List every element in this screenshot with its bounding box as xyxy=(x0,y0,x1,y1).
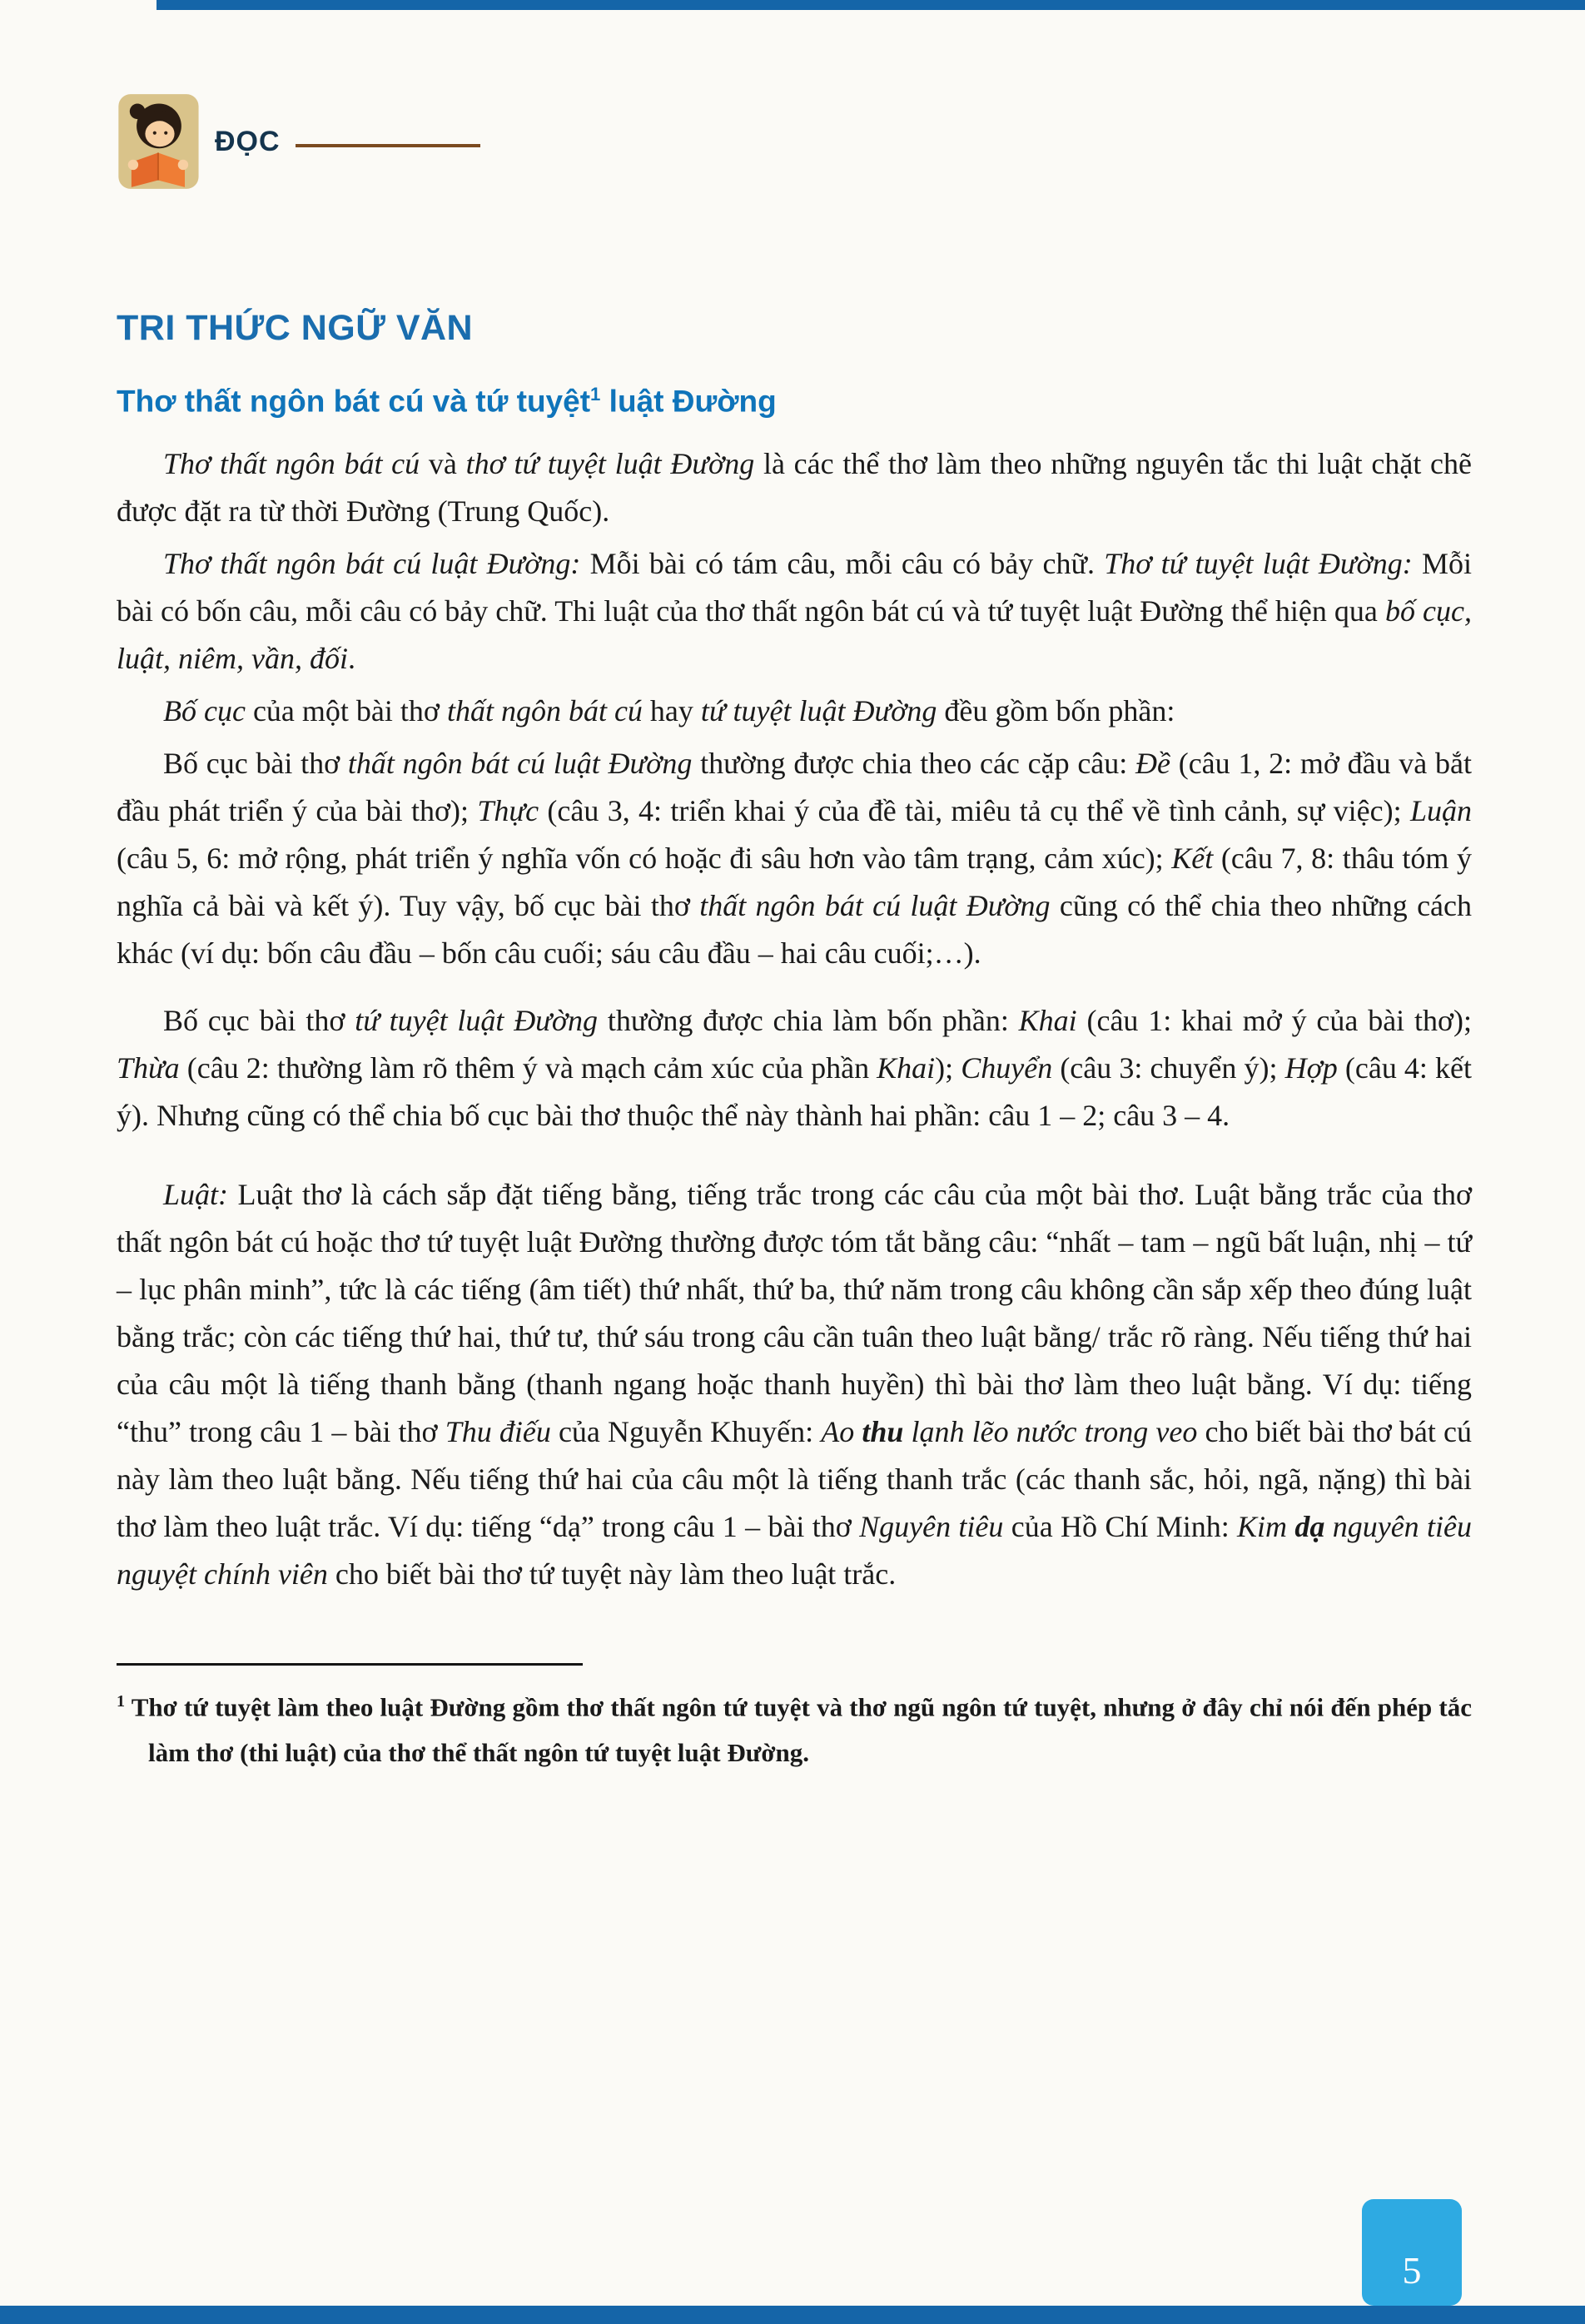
doc-section-header xyxy=(117,92,1472,191)
footnote-body: Thơ tứ tuyệt làm theo luật Đường gồm thơ thất ngôn tứ tuyệt và thơ ngũ ngôn tứ tuyệt, nhưng ở đây chỉ nói đến phép tắc làm thơ (thi luật) của thơ thể thất ngôn tứ tuyệt luật Đường. xyxy=(131,1692,1472,1767)
text-segment: cũng có thể chia theo những cách khác (ví dụ: bốn câu đầu – bốn câu cuối; sáu câu đầu – hai câu cuối;…). xyxy=(117,889,1473,971)
reading-girl-icon xyxy=(117,92,203,191)
text-segment: và xyxy=(420,447,466,481)
text-segment: của Nguyễn Khuyến: xyxy=(550,1415,822,1449)
topic-title xyxy=(117,384,1472,419)
text-segment: Nguyên tiêu xyxy=(859,1510,1004,1544)
text-segment: Đề xyxy=(1135,747,1170,781)
section-title: TRI THỨC NGỮ VĂN xyxy=(117,308,474,348)
text-segment: ); xyxy=(935,1051,961,1085)
text-segment: (câu 1, 2: mở đầu và bắt đầu phát triển ý của bài thơ); xyxy=(117,747,1472,828)
text-segment: thơ tứ tuyệt luật Đường xyxy=(465,447,755,481)
text-segment: (câu 7, 8: thâu tóm ý nghĩa cả bài và kết ý). Tuy vậy, bố cục bài thơ xyxy=(117,842,1472,923)
text-segment: của Hồ Chí Minh: xyxy=(1003,1510,1238,1544)
text-segment: (câu 2: thường làm rõ thêm ý và mạch cảm xúc của phần xyxy=(179,1051,877,1085)
text-segment: thường được chia làm bốn phần: xyxy=(598,1004,1019,1038)
paragraph xyxy=(117,688,1472,735)
text-segment: dạ xyxy=(1294,1510,1325,1544)
body-paragraphs xyxy=(117,440,1472,1598)
doc-header-rule xyxy=(296,144,480,147)
text-segment: (câu 5, 6: mở rộng, phát triển ý nghĩa vốn có hoặc đi sâu hơn vào tâm trạng, cảm xúc); xyxy=(117,842,1172,876)
text-segment: Thơ tứ tuyệt luật Đường: xyxy=(1104,547,1413,581)
topic-footnote-ref: 1 xyxy=(590,384,601,405)
text-segment: (câu 1: khai mở ý của bài thơ); xyxy=(1076,1004,1473,1038)
text-segment: thất ngôn bát cú xyxy=(446,694,643,728)
text-segment: (câu 3: chuyển ý); xyxy=(1052,1051,1285,1085)
text-segment: thất ngôn bát cú luật Đường xyxy=(699,889,1051,923)
page-content xyxy=(117,92,1472,1775)
text-segment: (câu 3, 4: triển khai ý của đề tài, miêu tả cụ thể về tình cảnh, sự việc); xyxy=(539,794,1410,828)
text-segment: Thực xyxy=(477,794,539,828)
text-segment: bố cục, luật, niêm, vần, đối xyxy=(117,594,1472,676)
doc-section-label: ĐỌC xyxy=(215,125,281,157)
text-segment: Luật: xyxy=(163,1178,229,1212)
text-segment: cho biết bài thơ bát cú này làm theo luật bằng. Nếu tiếng thứ hai của câu một là tiếng thanh trắc (các thanh sắc, hỏi, ngã, nặng) thì bài thơ làm theo luật trắc. Ví dụ: tiếng “dạ” trong câu 1 – bài thơ xyxy=(117,1415,1472,1544)
text-segment: Luận xyxy=(1409,794,1472,828)
footnote xyxy=(117,1663,1472,1775)
text-segment: . xyxy=(347,642,355,676)
text-segment: cho biết bài thơ tứ tuyệt này làm theo luật trắc. xyxy=(327,1557,897,1592)
footnote-marker: 1 xyxy=(117,1692,126,1711)
text-segment: đều gồm bốn phần: xyxy=(937,694,1175,728)
topic-title-tail: luật Đường xyxy=(600,384,777,419)
page-number-tab xyxy=(1362,2199,1462,2306)
text-segment: thường được chia theo các cặp câu: xyxy=(692,747,1135,781)
text-segment: Thơ thất ngôn bát cú xyxy=(163,447,420,481)
text-segment: của một bài thơ xyxy=(245,694,447,728)
text-segment: Thừa xyxy=(117,1051,180,1085)
text-segment: Bố cục bài thơ xyxy=(163,1004,355,1038)
paragraph xyxy=(117,997,1472,1140)
text-segment: tứ tuyệt luật Đường xyxy=(355,1004,599,1038)
paragraph xyxy=(117,540,1472,683)
text-segment: Mỗi bài có tám câu, mỗi câu có bảy chữ. xyxy=(580,547,1105,581)
text-segment: Kết xyxy=(1171,842,1214,876)
text-segment: Thơ thất ngôn bát cú luật Đường: xyxy=(163,547,581,581)
text-segment: Bố cục bài thơ xyxy=(163,747,348,781)
page-number: 5 xyxy=(1402,2249,1422,2292)
text-segment: thất ngôn bát cú luật Đường xyxy=(347,747,693,781)
text-segment: Chuyển xyxy=(961,1051,1053,1085)
paragraph xyxy=(117,1171,1472,1598)
footnote-text xyxy=(117,1679,1472,1775)
topic-title-main: Thơ thất ngôn bát cú và tứ tuyệt xyxy=(117,384,591,419)
text-segment: hay xyxy=(642,694,701,728)
paragraph xyxy=(117,440,1472,535)
paragraph xyxy=(117,740,1472,977)
text-segment: Luật thơ là cách sắp đặt tiếng bằng, tiếng trắc trong các câu của một bài thơ. Luật bằng trắc của thơ thất ngôn bát cú hoặc thơ tứ tuyệt luật Đường thường được tóm tắt bằng câu: “nhất – tam – ngũ bất luận, nhị – tứ – lục phân minh”, tức là các tiếng (âm tiết) thứ nhất, thứ ba, thứ năm trong câu không cần sắp xếp theo đúng luật bằng trắc; còn các tiếng thứ hai, thứ tư, thứ sáu trong câu cần tuân theo luật bằng/ trắc rõ ràng. Nếu tiếng thứ hai của câu một là tiếng thanh bằng (thanh ngang hoặc thanh huyền) thì bài thơ làm theo luật bằng. Ví dụ: tiếng “thu” trong câu 1 – bài thơ xyxy=(117,1178,1472,1449)
text-segment: Khai xyxy=(1018,1004,1077,1038)
top-edge-bar xyxy=(157,0,1585,10)
bottom-edge-bar xyxy=(0,2306,1585,2324)
text-segment: là các thể thơ làm theo những nguyên tắc thi luật chặt chẽ được đặt ra từ thời Đường (Trung Quốc). xyxy=(117,447,1473,529)
text-segment: tứ tuyệt luật Đường xyxy=(700,694,937,728)
text-segment: Mỗi bài có bốn câu, mỗi câu có bảy chữ. Thi luật của thơ thất ngôn bát cú và tứ tuyệt luật Đường thể hiện qua xyxy=(117,547,1473,628)
text-segment: Bố cục xyxy=(163,694,246,728)
text-segment: Kim xyxy=(1237,1510,1295,1544)
text-segment: Thu điếu xyxy=(445,1415,551,1449)
footnote-divider xyxy=(117,1663,583,1666)
text-segment: Ao xyxy=(821,1415,862,1449)
text-segment: Hợp xyxy=(1284,1051,1338,1085)
text-segment: nguyên tiêu nguyệt chính viên xyxy=(117,1510,1472,1592)
text-segment: (câu 4: kết ý). Nhưng cũng có thể chia bố cục bài thơ thuộc thể này thành hai phần: câu 1 – 2; câu 3 – 4. xyxy=(117,1051,1472,1133)
text-segment: lạnh lẽo nước trong veo xyxy=(903,1415,1198,1449)
text-segment: thu xyxy=(862,1415,904,1449)
text-segment: Khai xyxy=(877,1051,936,1085)
